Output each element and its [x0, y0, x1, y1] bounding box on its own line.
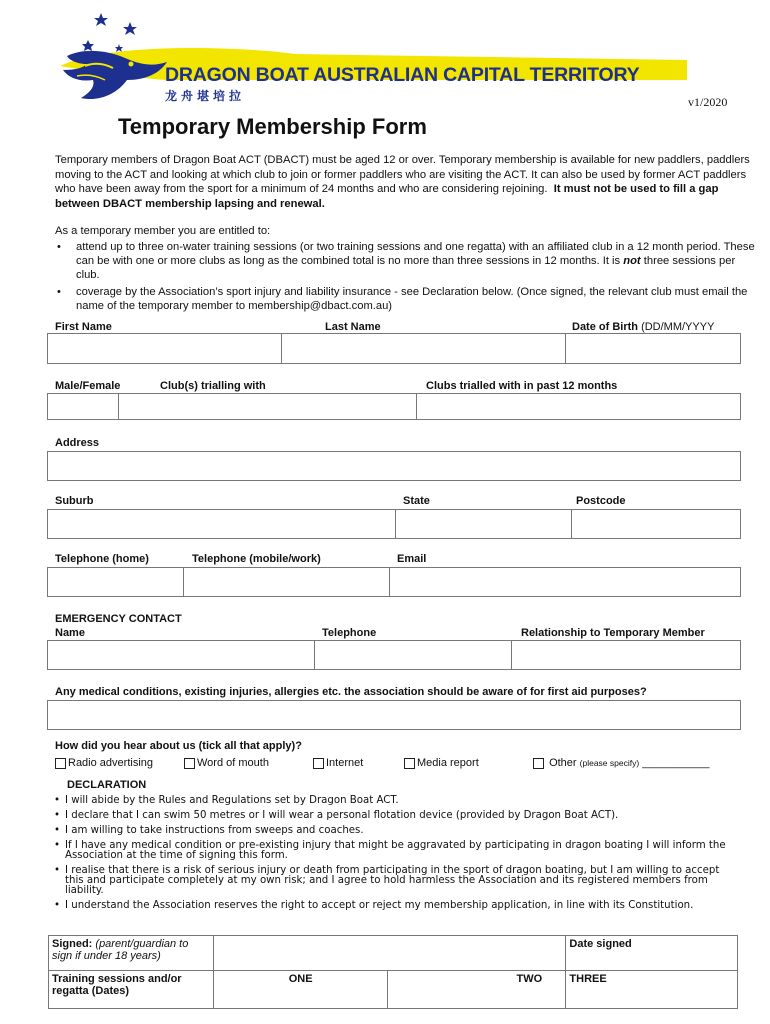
em-name-field[interactable]	[48, 641, 314, 669]
signature-field[interactable]	[213, 936, 566, 971]
gender-label: Male/Female	[55, 380, 121, 392]
dob-label: Date of Birth (DD/MM/YYYY	[572, 321, 715, 333]
checkbox-word-of-mouth[interactable]: Word of mouth	[184, 757, 269, 769]
em-phone-label: Telephone	[322, 627, 377, 639]
em-name-label: Name	[55, 627, 85, 639]
suburb-field[interactable]	[48, 510, 395, 538]
last-name-label: Last Name	[325, 321, 381, 333]
phone-row-fields	[47, 567, 741, 597]
dbact-logo	[55, 8, 695, 108]
postcode-label: Postcode	[576, 495, 626, 507]
entitlements-list	[55, 240, 755, 313]
list-item: • If I have any medical condition or pre-existing injury that might be aggravated by participating in dragon boating I will inform the Association at the time of signing this form.	[53, 841, 733, 861]
checkbox-icon	[404, 758, 415, 769]
session-two-field[interactable]: TWO	[388, 971, 566, 1009]
email-label: Email	[397, 553, 427, 565]
name-row-fields	[47, 333, 741, 364]
dob-field[interactable]	[565, 334, 740, 363]
entitlements	[55, 224, 755, 316]
tel-mobile-field[interactable]	[183, 568, 389, 596]
medical-field[interactable]	[47, 700, 741, 730]
list-item: • coverage by the Association’s sport injury and liability insurance - see Declaration below. (Once signed, the relevant club must email the name of the temporary member to membership@dbact.com.au)	[55, 285, 755, 313]
checkbox-icon	[184, 758, 195, 769]
address-label: Address	[55, 437, 100, 449]
checkbox-icon	[533, 758, 544, 769]
list-item: • I understand the Association reserves the right to accept or reject my membership application, in line with its Constitution.	[53, 901, 733, 911]
club-row-fields	[47, 393, 741, 420]
org-name: DRAGON BOAT AUSTRALIAN CAPITAL TERRITORY	[165, 64, 640, 86]
medical-label: Any medical conditions, existing injuries, allergies etc. the association should be aware of for first aid purposes?	[55, 686, 647, 698]
list-item: • I declare that I can swim 50 metres or I will wear a personal flotation device (provided by Dragon Boat ACT).	[53, 811, 733, 821]
dragon-logo-icon	[55, 8, 695, 108]
declaration-title: DECLARATION	[67, 779, 147, 791]
org-name-chinese: 龙舟堪培拉	[165, 89, 246, 103]
first-name-field[interactable]	[48, 334, 281, 363]
list-item: • I will abide by the Rules and Regulations set by Dragon Boat ACT.	[53, 796, 733, 806]
list-item: • attend up to three on-water training sessions (or two training sessions and one regatta) with an affiliated club in a 12 month period. These can be with one or more clubs as long as the combined total is no more than three sessions in 12 months. It is not three sessions per club.	[55, 240, 755, 282]
em-phone-field[interactable]	[314, 641, 511, 669]
email-field[interactable]	[389, 568, 740, 596]
list-item: • I am willing to take instructions from sweeps and coaches.	[53, 826, 733, 836]
checkbox-internet[interactable]: Internet	[313, 757, 363, 769]
intro-bold-note: It must not be used to fill a gap between DBACT membership lapsing and renewal.	[55, 183, 719, 210]
sessions-label-cell: Training sessions and/or regatta (Dates)	[49, 971, 214, 1009]
state-label: State	[403, 495, 430, 507]
checkbox-other[interactable]: Other (please specify) ___________	[533, 757, 710, 769]
heard-question: How did you hear about us (tick all that apply)?	[55, 740, 302, 752]
entitlements-lead: As a temporary member you are entitled to:	[55, 225, 271, 237]
tel-home-label: Telephone (home)	[55, 553, 149, 565]
intro-paragraph	[55, 153, 755, 211]
state-field[interactable]	[395, 510, 571, 538]
clubs-past-label: Clubs trialled with in past 12 months	[426, 380, 618, 392]
em-relationship-field[interactable]	[511, 641, 740, 669]
suburb-row-fields	[47, 509, 741, 539]
session-one-field[interactable]: ONE	[213, 971, 388, 1009]
last-name-field[interactable]	[281, 334, 565, 363]
club-trialling-field[interactable]	[118, 394, 416, 419]
emergency-heading: EMERGENCY CONTACT	[55, 613, 182, 625]
em-relationship-label: Relationship to Temporary Member	[521, 627, 705, 639]
gender-field[interactable]	[48, 394, 118, 419]
list-item: • I realise that there is a risk of serious injury or death from participating in the sport of dragon boating, but I am willing to accept this and participate completely at my own risk; and I agree to hold harmless the Association and its registered members from liability.	[53, 866, 733, 896]
postcode-field[interactable]	[571, 510, 740, 538]
checkbox-radio-advertising[interactable]: Radio advertising	[55, 757, 153, 769]
tel-home-field[interactable]	[48, 568, 183, 596]
checkbox-icon	[55, 758, 66, 769]
emergency-row-fields	[47, 640, 741, 670]
declaration-list	[53, 796, 733, 916]
session-three-field[interactable]: THREE	[566, 971, 738, 1009]
signed-label-cell: Signed: (parent/guardian to sign if under 18 years)	[49, 936, 214, 971]
intro-text: Temporary members of Dragon Boat ACT (DBACT) must be aged 12 or over. Temporary membership is available for new paddlers, paddlers moving to the ACT and looking at which club to join or former paddlers who are visiting the ACT. It can also be used by former ACT paddlers who have been away from the sport for a minimum of 24 months and who are considering rejoining.	[55, 154, 750, 195]
tel-mobile-label: Telephone (mobile/work)	[192, 553, 321, 565]
first-name-label: First Name	[55, 321, 112, 333]
checkbox-icon	[313, 758, 324, 769]
signature-table	[48, 935, 738, 1009]
address-field[interactable]	[47, 451, 741, 481]
suburb-label: Suburb	[55, 495, 94, 507]
club-trialling-label: Club(s) trialling with	[160, 380, 266, 392]
date-signed-cell[interactable]: Date signed	[566, 936, 738, 971]
clubs-past-field[interactable]	[416, 394, 740, 419]
checkbox-media-report[interactable]: Media report	[404, 757, 479, 769]
version-label: v1/2020	[688, 95, 728, 109]
form-title: Temporary Membership Form	[118, 114, 427, 139]
